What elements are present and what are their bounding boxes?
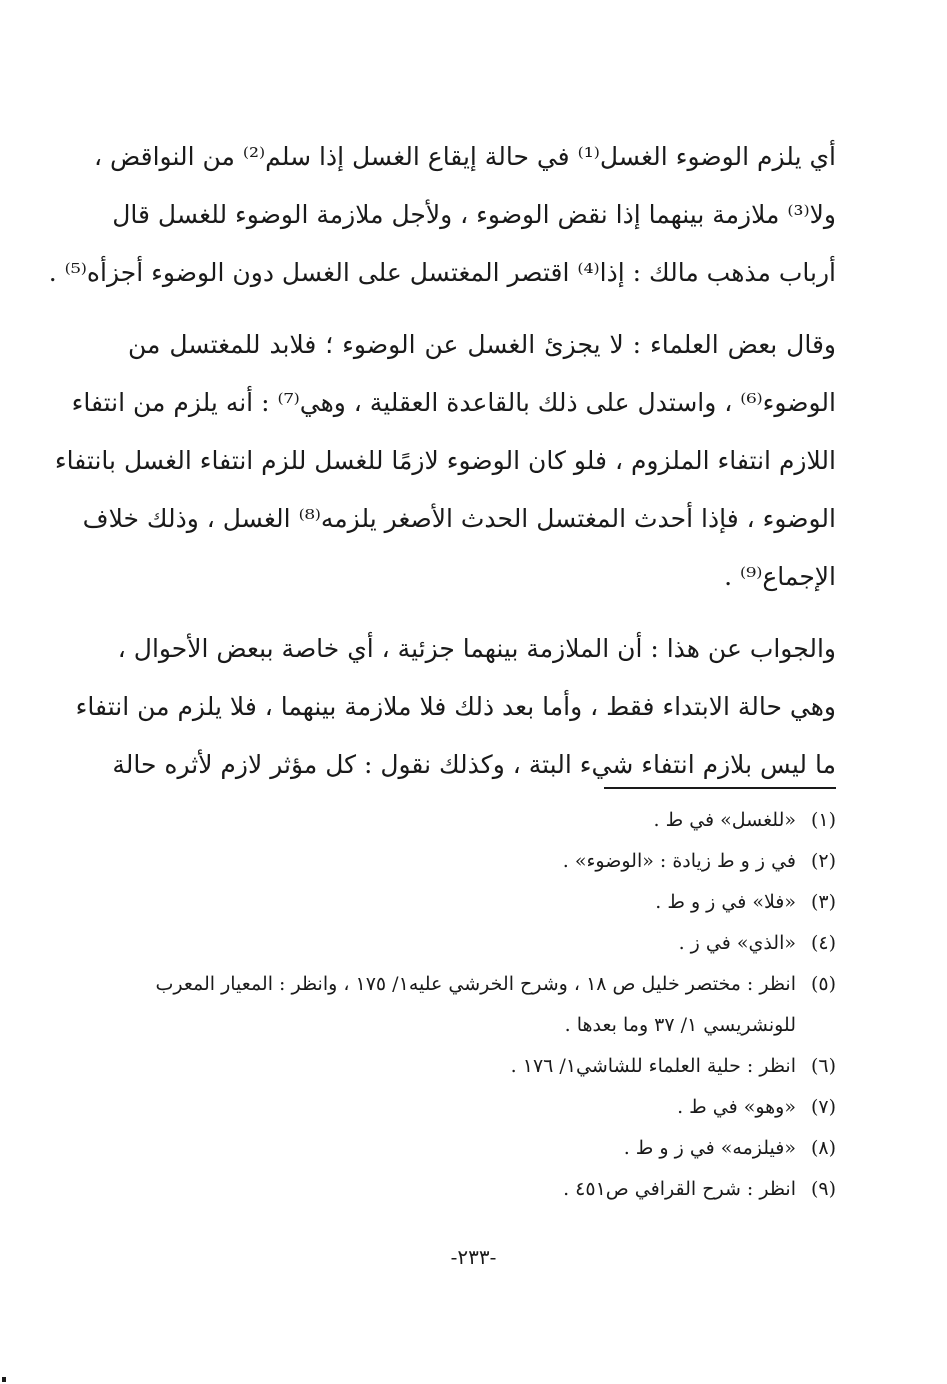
paragraph-2 — [54, 316, 836, 606]
footnote-2 — [128, 841, 836, 882]
text-line: أي يلزم الوضوء الغسل⁽¹⁾ في حالة إيقاع الغسل إذا سلم⁽²⁾ من النواقض ، — [93, 142, 836, 171]
footnote-number: (٧) — [810, 1096, 836, 1118]
text-line: وهي حالة الابتداء فقط ، وأما بعد ذلك فلا ملازمة بينهما ، فلا يلزم من انتفاء — [75, 692, 836, 721]
text-line: الوضوء ، فإذا أحدث المغتسل الحدث الأصغر يلزمه⁽⁸⁾ الغسل ، وذلك خلاف — [82, 504, 836, 533]
scan-edge-mark — [2, 1377, 6, 1382]
text-line: أرباب مذهب مالك : إذا⁽⁴⁾ اقتصر المغتسل على الغسل دون الوضوء أجزأه⁽⁵⁾ . — [48, 258, 836, 287]
footnote-text: انظر : شرح القرافي ص٤٥١ . — [563, 1178, 796, 1200]
footnote-number: (٨) — [810, 1137, 836, 1159]
paragraph-1 — [48, 128, 836, 302]
text-line: الوضوء⁽⁶⁾ ، واستدل على ذلك بالقاعدة العقلية ، وهي⁽⁷⁾ : أنه يلزم من انتفاء — [71, 388, 836, 417]
footnote-number: (١) — [810, 809, 836, 831]
footnote-text: «الذي» في ز . — [678, 932, 796, 954]
paragraph-3 — [75, 620, 836, 794]
footnote-5-continued — [128, 1005, 836, 1046]
footnote-4 — [128, 923, 836, 964]
text-line: اللازم انتفاء الملزوم ، فلو كان الوضوء لازمًا للغسل للزم انتفاء الغسل بانتفاء — [54, 446, 836, 475]
footnotes — [128, 800, 836, 1210]
footnote-9 — [128, 1169, 836, 1210]
page-number: -٢٣٣- — [450, 1245, 497, 1269]
footnote-3 — [128, 882, 836, 923]
footnote-number: (٢) — [810, 850, 836, 872]
text-line: الإجماع⁽⁹⁾ . — [724, 562, 836, 591]
footnote-5 — [128, 964, 836, 1005]
footnote-number: (٥) — [810, 973, 836, 995]
text-line: ولا⁽³⁾ ملازمة بينهما إذا نقض الوضوء ، ولأجل ملازمة الوضوء للغسل قال — [112, 200, 836, 229]
footnote-number: (٦) — [810, 1055, 836, 1077]
footnote-1 — [128, 800, 836, 841]
footnote-text: «فلا» في ز و ط . — [655, 891, 796, 913]
text-line: وقال بعض العلماء : لا يجزئ الغسل عن الوضوء ؛ فلابد للمغتسل من — [128, 330, 836, 359]
footnote-8 — [128, 1128, 836, 1169]
main-text — [48, 128, 836, 794]
footnote-text: انظر : مختصر خليل ص ١٨ ، وشرح الخرشي عليه١/ ١٧٥ ، وانظر : المعيار المعرب — [155, 973, 796, 995]
footnote-text: «وهو» في ط . — [677, 1096, 796, 1118]
footnote-7 — [128, 1087, 836, 1128]
footnote-text: للونشريسي ١/ ٣٧ وما بعدها . — [564, 1014, 796, 1036]
text-line: والجواب عن هذا : أن الملازمة بينهما جزئية ، أي خاصة ببعض الأحوال ، — [117, 634, 836, 663]
footnote-text: انظر : حلية العلماء للشاشي١/ ١٧٦ . — [510, 1055, 796, 1077]
footnote-number: (٤) — [810, 932, 836, 954]
footnote-number: (٩) — [810, 1178, 836, 1200]
footnote-text: «للغسل» في ط . — [653, 809, 796, 831]
footnote-text: «فيلزمه» في ز و ط . — [623, 1137, 796, 1159]
footnote-6 — [128, 1046, 836, 1087]
footnote-text: في ز و ط زيادة : «الوضوء» . — [562, 850, 796, 872]
text-line: ما ليس بلازم انتفاء شيء البتة ، وكذلك نقول : كل مؤثر لازم لأثره حالة — [112, 750, 836, 779]
footnote-number: (٣) — [810, 891, 836, 913]
footnote-divider — [604, 787, 836, 789]
